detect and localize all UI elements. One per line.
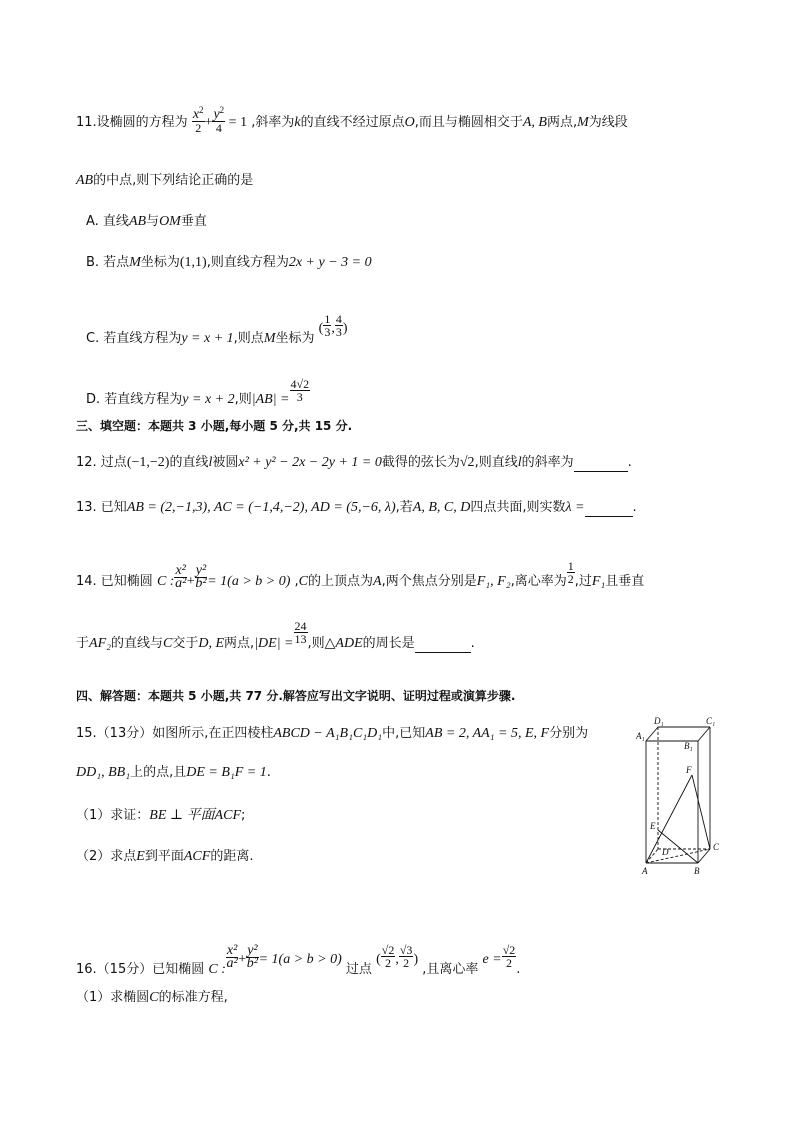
section-3-heading: 三、填空题：本题共 3 小题,每小题 5 分,共 15 分. <box>76 419 353 433</box>
q13: 13. 已知AB = (2,−1,3), AC = (−1,4,−2), AD = (5,−6, λ),若A, B, C, D四点共面,则实数λ = . <box>76 500 637 515</box>
section-4-heading: 四、解答题：本题共 5 小题,共 77 分.解答应写出文字说明、证明过程或演算步骤. <box>76 689 516 703</box>
q13-answer-blank[interactable] <box>585 500 633 517</box>
line-ac-hidden <box>646 849 710 863</box>
q11-stem: 11.设椭圆的方程为 $\frac{x^2}{2}$ + $\frac{y^2}{4}$ = 1 ,斜率为k的直线不经过原点O,而且与椭圆相交于A, B两点,M为线段 <box>76 105 628 135</box>
label-e: E <box>650 821 656 831</box>
q11-c-frac2: $\frac{4}{3}$ <box>335 312 342 339</box>
q14-de-frac: $\frac{24}{13}$ <box>294 619 307 646</box>
q12: 12. 过点(−1,−2)的直线l被圆x² + y² − 2x − 2y + 1 = 0截得的弦长为√2,则直线l的斜率为 . <box>76 455 632 470</box>
q16-x-term: $\frac{\text{x²}}{\text{a²}}$ <box>226 943 238 971</box>
edge-a1d1 <box>646 727 658 741</box>
q14-answer-blank[interactable] <box>415 636 471 653</box>
q16: 16.（15分）已知椭圆 C : $\frac{\text{x²}}{\text{a²}}$ + $\frac{\text{y²}}{\text{b²}}$ = 1(a > b > 0) 过点 ( $\frac{√2}{2}$ , $\frac{√3}{2}$ ) ,且离心率 e = $\frac{√2}{2}$ . <box>76 943 521 977</box>
prism-figure <box>636 715 726 875</box>
q14-line2: 于AF₂的直线与C交于D, E两点,|DE| = $\frac{24}{13}$ ,则△ADE的周长是 . <box>76 619 475 651</box>
label-d1: D₁ <box>654 716 664 726</box>
q11-stem-line2: AB的中点,则下列结论正确的是 <box>76 173 254 188</box>
label-a: A <box>642 866 648 875</box>
line-af <box>646 775 692 863</box>
q16-eccentricity: $\frac{√2}{2}$ <box>502 943 516 970</box>
q11-option-b: B. 若点M坐标为(1,1),则直线方程为2x + y − 3 = 0 <box>86 255 372 270</box>
label-b: B <box>694 866 700 875</box>
q14-eccentricity: $\frac{1}{2}$ <box>567 559 574 586</box>
q16-y-term: $\frac{\text{y²}}{\text{b²}}$ <box>246 943 258 971</box>
line-fc <box>692 775 710 849</box>
q14-x-term: $\frac{\text{x²}}{\text{a²}}$ <box>175 563 187 591</box>
q12-answer-blank[interactable] <box>574 455 628 472</box>
label-f: F <box>686 765 692 775</box>
q15-part1: （1）求证：BE ⊥ 平面ACF; <box>76 808 246 823</box>
q15-line1: 15.（13分）如图所示,在正四棱柱ABCD − A₁B₁C₁D₁中,已知AB = 2, AA₁ = 5, E, F分别为 <box>76 726 589 741</box>
q11-option-a: A. 直线AB与OM垂直 <box>86 214 207 229</box>
q15-line2: DD₁, BB₁上的点,且DE = B₁F = 1. <box>76 765 271 780</box>
q14-y-term: $\frac{\text{y²}}{\text{b²}}$ <box>195 563 207 591</box>
q11-ellipse-x-term: $\frac{x^2}{2}$ <box>192 105 204 135</box>
q11-option-c: C. 若直线方程为y = x + 1,则点M坐标为 ( $\frac{1}{3}$ , $\frac{4}{3}$ ) <box>86 312 348 346</box>
q16-point-y: $\frac{√3}{2}$ <box>399 943 413 970</box>
label-b1: B₁ <box>684 741 693 751</box>
q11-ellipse-y-term: $\frac{y^2}{4}$ <box>213 105 225 135</box>
q14-line1: 14. 已知椭圆 C : $\frac{\text{x²}}{\text{a²}}$ + $\frac{\text{y²}}{\text{b²}}$ = 1(a > b > 0) ,C的上顶点为A,两个焦点分别是F₁, F₂,离心率为 $\frac{1}{2}$ ,过F₁且垂直 <box>76 559 645 591</box>
q16-point-x: $\frac{√2}{2}$ <box>381 943 395 970</box>
q11-option-d: D. 若直线方程为y = x + 2,则|AB| = $\frac{4√2}{3}$ <box>86 377 310 407</box>
q11-c-frac1: $\frac{1}{3}$ <box>324 312 331 339</box>
q11-d-frac: $\frac{4√2}{3}$ <box>290 377 310 404</box>
q16-part1: （1）求椭圆C的标准方程, <box>76 990 228 1005</box>
label-c: C <box>713 842 720 852</box>
label-a1: A₁ <box>636 731 645 741</box>
label-d: D <box>662 847 669 857</box>
q15-part2: （2）求点E到平面ACF的距离. <box>76 849 254 864</box>
label-c1: C₁ <box>706 716 716 726</box>
edge-c1b1 <box>698 727 710 741</box>
